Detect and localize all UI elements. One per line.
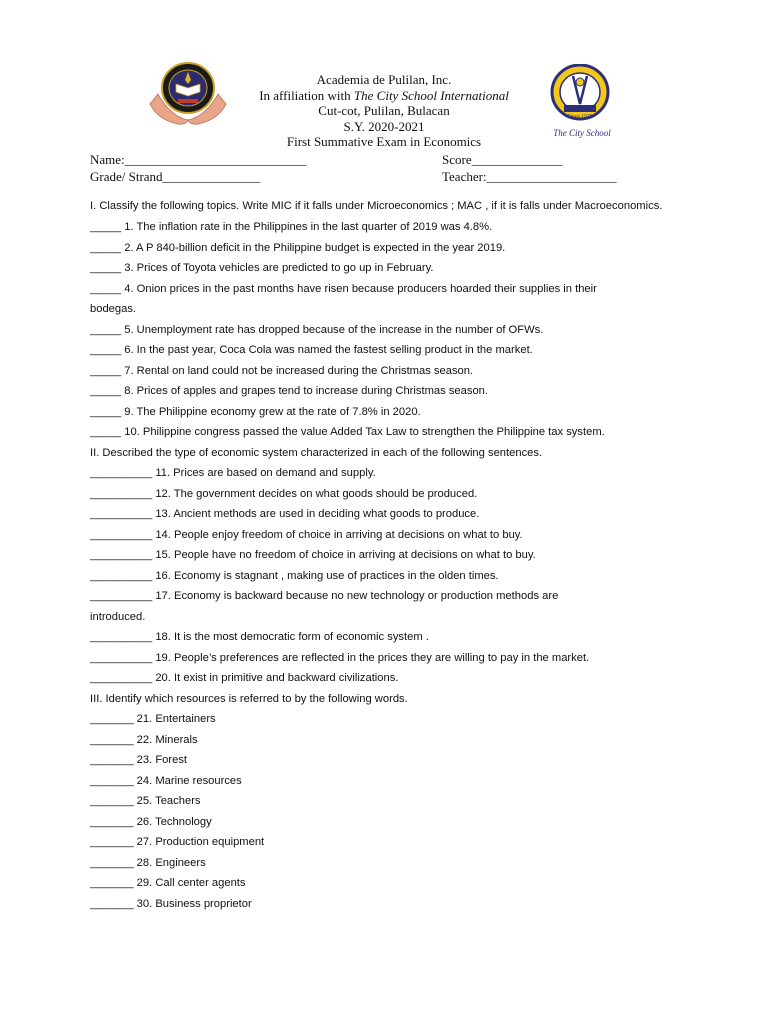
question-9[interactable]: _____ 9. The Philippine economy grew at the rate of 7.8% in 2020. [90, 405, 421, 418]
question-30[interactable]: _______ 30. Business proprietor [90, 897, 252, 910]
question-4[interactable]: _____ 4. Onion prices in the past months have risen because producers hoarded their supplies in their [90, 282, 597, 295]
score-field[interactable]: Score______________ [442, 152, 563, 167]
question-27[interactable]: _______ 27. Production equipment [90, 836, 265, 848]
question-3[interactable]: _____ 3. Prices of Toyota vehicles are predicted to go up in February. [90, 262, 434, 274]
exam-title: First Summative Exam in Economics [286, 134, 482, 149]
question-15[interactable]: __________ 15. People have no freedom of choice in arriving at decisions on what to buy. [90, 549, 536, 561]
affiliation-prefix: In affiliation with [259, 87, 354, 103]
teacher-field[interactable]: Teacher:____________________ [442, 169, 617, 184]
question-29[interactable]: _______ 29. Call center agents [90, 877, 246, 889]
name-field[interactable]: Name:____________________________ [90, 152, 307, 167]
question-4-continued: bodegas. [90, 303, 137, 315]
school-header-text [230, 72, 538, 150]
question-7[interactable]: _____ 7. Rental on land could not be increased during the Christmas season. [90, 364, 474, 377]
question-13[interactable]: __________ 13. Ancient methods are used in deciding what goods to produce. [90, 508, 480, 520]
question-19[interactable]: __________ 19. People’s preferences are reflected in the prices they are willing to pay in the market. [90, 651, 590, 664]
question-5[interactable]: _____ 5. Unemployment rate has dropped because of the increase in the number of OFWs. [90, 323, 544, 336]
logo-since-text: Since 1978 [567, 114, 593, 120]
logo-caption-text: The City School [553, 128, 611, 138]
question-26[interactable]: _______ 26. Technology [90, 815, 212, 828]
exam-body [90, 198, 690, 914]
question-24[interactable]: _______ 24. Marine resources [90, 774, 242, 787]
school-address: Cut-cot, Pulilan, Bulacan [318, 103, 450, 118]
info-row-2 [90, 168, 650, 185]
question-6[interactable]: _____ 6. In the past year, Coca Cola was named the fastest selling product in the market. [90, 344, 533, 356]
question-8[interactable]: _____ 8. Prices of apples and grapes tend to increase during Christmas season. [90, 385, 489, 397]
question-18[interactable]: __________ 18. It is the most democratic form of economic system . [90, 631, 429, 643]
question-14[interactable]: __________ 14. People enjoy freedom of choice in arriving at decisions on what to buy. [90, 528, 523, 541]
school-year: S.Y. 2020-2021 [343, 118, 425, 134]
document-header [0, 0, 768, 150]
question-12[interactable]: __________ 12. The government decides on what goods should be produced. [90, 487, 478, 500]
question-10[interactable]: _____ 10. Philippine congress passed the value Added Tax Law to strengthen the Philippine tax system. [90, 426, 605, 438]
student-info [90, 151, 650, 185]
question-17[interactable]: __________ 17. Economy is backward because no new technology or production methods are [90, 590, 559, 602]
question-11[interactable]: __________ 11. Prices are based on demand and supply. [90, 467, 376, 479]
section-1-items [90, 217, 690, 443]
section-2-items [90, 463, 690, 689]
school-name: Academia de Pulilan, Inc. [316, 72, 452, 87]
question-25[interactable]: _______ 25. Teachers [90, 795, 201, 807]
question-28[interactable]: _______ 28. Engineers [90, 856, 206, 869]
section-2-instruction: II. Described the type of economic system characterized in each of the following sentences. [90, 446, 543, 459]
the-city-school-logo [536, 64, 628, 142]
question-17-continued: introduced. [90, 610, 146, 623]
info-row-1 [90, 151, 650, 168]
question-20[interactable]: __________ 20. It exist in primitive and backward civilizations. [90, 672, 399, 684]
section-3-items [90, 709, 690, 914]
affiliation-line [230, 88, 538, 104]
question-16[interactable]: __________ 16. Economy is stagnant , making use of practices in the olden times. [90, 569, 499, 582]
academia-de-pulilan-logo [148, 58, 228, 130]
section-1-instruction: I. Classify the following topics. Write MIC if it falls under Microeconomics ; MAC , if it is falls under Macroeconomics. [90, 200, 663, 212]
grade-strand-field[interactable]: Grade/ Strand_______________ [90, 169, 261, 184]
question-2[interactable]: _____ 2. A P 840-billion deficit in the Philippine budget is expected in the year 2019. [90, 241, 506, 254]
section-3-instruction: III. Identify which resources is referred to by the following words. [90, 692, 408, 705]
affiliation-name: The City School International [353, 87, 509, 103]
question-22[interactable]: _______ 22. Minerals [90, 733, 198, 746]
question-21[interactable]: _______ 21. Entertainers [90, 713, 216, 725]
question-1[interactable]: _____ 1. The inflation rate in the Philippines in the last quarter of 2019 was 4.8%. [90, 221, 493, 233]
question-23[interactable]: _______ 23. Forest [90, 754, 188, 766]
